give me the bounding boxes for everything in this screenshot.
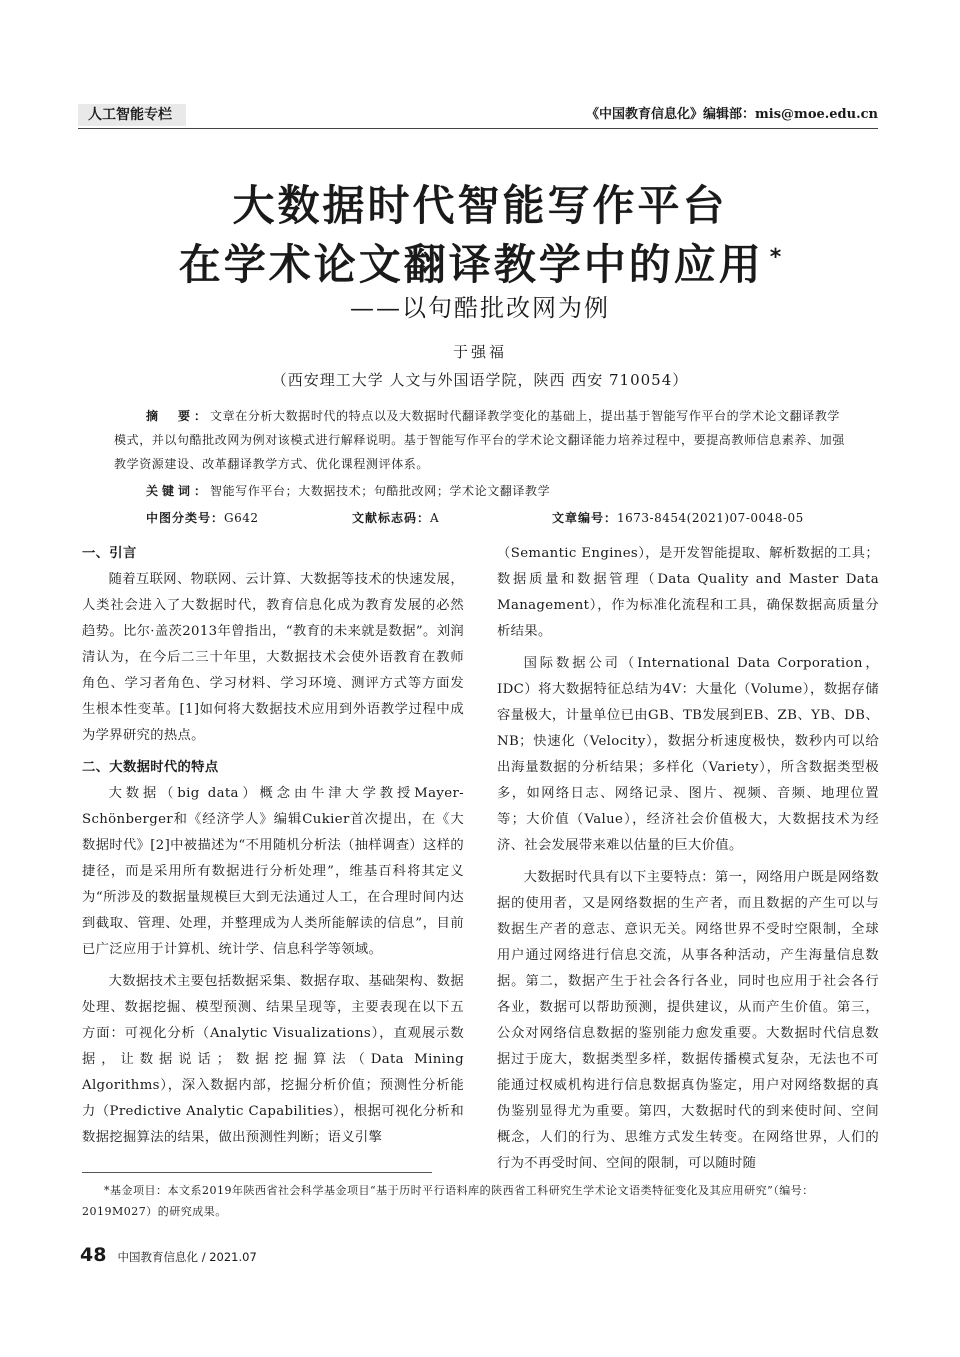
abstract-label: 摘 要：	[146, 409, 211, 423]
clc-value: G642	[224, 511, 259, 525]
footnote-divider	[82, 1172, 432, 1173]
editorial-contact: 《中国教育信息化》编辑部：mis@moe.edu.cn	[586, 107, 878, 122]
right-paragraph-3: 大数据时代具有以下主要特点：第一，网络用户既是网络数据的使用者，又是网络数据的生产者，而且数据的产生可以与数据生产者的意志、意识无关。网络世界不受时空限制，全球用户通过网络进行信息交流，从事各种活动，产生海量信息数据。第二，数据产生于社会各行各业，同时也应用于社会各行各业，数据可以帮助预测，提供建议，从而产生价值。第三，公众对网络信息数据的鉴别能力愈发重要。大数据时代信息数据过于庞大，数据类型多样，数据传播模式复杂，无法也不可能通过权威机构进行信息数据真伪鉴定，用户对网络数据的真伪鉴别显得尤为重要。第四，大数据时代的到来使时间、空间概念，人们的行为、思维方式发生转变。在网络世界，人们的行为不再受时间、空间的限制，可以随时随	[497, 870, 879, 1171]
page-number: 48	[80, 1244, 107, 1266]
keywords-text: 智能写作平台；大数据技术；句酷批改网；学术论文翻译教学	[210, 484, 551, 498]
section-2-paragraph-1: 大数据（big data）概念由牛津大学教授Mayer-Schönberger和《经济学人》编辑Cukier首次提出，在《大数据时代》[2]中被描述为“不用随机分析法（抽样调查）这样的捷径，而是采用所有数据进行分析处理”，维基百科将其定义为“所涉及的数据量规模巨大到无法通过人工，在合理时间内达到截取、管理、处理，并整理成为人类所能解读的信息”，目前已广泛应用于计算机、统计学、信息科学等领域。	[82, 786, 464, 957]
title-footnote-mark: *	[769, 245, 782, 270]
clc-label: 中图分类号：	[146, 511, 225, 525]
left-column	[82, 541, 464, 1157]
article-number-value: 1673-8454(2021)07-0048-05	[617, 511, 804, 525]
subtitle: ——以句酷批改网为例	[350, 294, 610, 322]
abstract-text: 文章在分析大数据时代的特点以及大数据时代翻译教学变化的基础上，提出基于智能写作平台的学术论文翻译教学模式，并以句酷批改网为例对该模式进行解释说明。基于智能写作平台的学术论文翻译能力培养过程中，要提高教师信息素养、加强教学资源建设、改革翻译教学方式、优化课程测评体系。	[114, 409, 845, 471]
article-number	[552, 508, 804, 528]
article-number-label: 文章编号：	[552, 511, 618, 525]
header-divider	[78, 128, 878, 129]
title-line-1: 大数据时代智能写作平台	[232, 181, 728, 230]
keywords-label: 关键词：	[146, 484, 211, 498]
right-column	[497, 541, 879, 1183]
abstract	[114, 404, 846, 476]
running-header	[78, 104, 878, 126]
document-code	[352, 508, 439, 528]
journal-issue: 中国教育信息化 / 2021.07	[117, 1250, 257, 1264]
page-footer	[80, 1244, 257, 1266]
affiliation: （西安理工大学 人文与外国语学院，陕西 西安 710054）	[271, 371, 689, 389]
right-paragraph-2: 国际数据公司（International Data Corporation，IDC）将大数据特征总结为4V：大量化（Volume），数据存储容量极大，计量单位已由GB、TB发展到EB、ZB、YB、DB、NB；快速化（Velocity），数据分析速度极快，数秒内可以给出海量数据的分析结果；多样化（Variety），所含数据类型极多，如网络日志、网络记录、图片、视频、音频、地理位置等；大价值（Value），经济社会价值极大，大数据技术为经济、社会发展带来难以估量的巨大价值。	[497, 656, 879, 853]
title-line-2	[100, 232, 860, 291]
column-tag: 人工智能专栏	[78, 104, 186, 126]
document-code-value: A	[430, 511, 440, 525]
section-2-paragraph-2: 大数据技术主要包括数据采集、数据存取、基础架构、数据处理、数据挖掘、模型预测、结果呈现等，主要表现在以下五方面：可视化分析（Analytic Visualizations），直观展示数据，让数据说话；数据挖掘算法（Data Mining Algorithms），深入数据内部，挖掘分析价值；预测性分析能力（Predictive Analytic Capabilities），根据可视化分析和数据挖掘算法的结果，做出预测性判断；语义引擎	[82, 974, 464, 1145]
section-2-heading: 二、大数据时代的特点	[82, 760, 219, 775]
title-line-2-text: 在学术论文翻译教学中的应用	[178, 240, 764, 289]
keywords	[146, 481, 846, 501]
right-paragraph-1: （Semantic Engines），是开发智能提取、解析数据的工具；数据质量和数据管理（Data Quality and Master Data Management），作为标准化流程和工具，确保数据高质量分析结果。	[497, 546, 879, 639]
section-1-paragraph: 随着互联网、物联网、云计算、大数据等技术的快速发展，人类社会进入了大数据时代，教育信息化成为教育发展的必然趋势。比尔·盖茨2013年曾指出，“教育的未来就是数据”。刘润清认为，在今后二三十年里，大数据技术会使外语教育在教师角色、学习者角色、学习材料、学习环境、测评方式等方面发生根本性变革。[1]如何将大数据技术应用到外语教学过程中成为学界研究的热点。	[82, 572, 464, 743]
section-1-heading: 一、引言	[82, 546, 137, 561]
clc-number	[146, 508, 259, 528]
document-code-label: 文献标志码：	[352, 511, 431, 525]
funding-footnote: *基金项目：本文系2019年陕西省社会科学基金项目“基于历时平行语料库的陕西省工科研究生学术论文语类特征变化及其应用研究”（编号：2019M027）的研究成果。	[82, 1184, 814, 1218]
author: 于强福	[452, 343, 507, 361]
